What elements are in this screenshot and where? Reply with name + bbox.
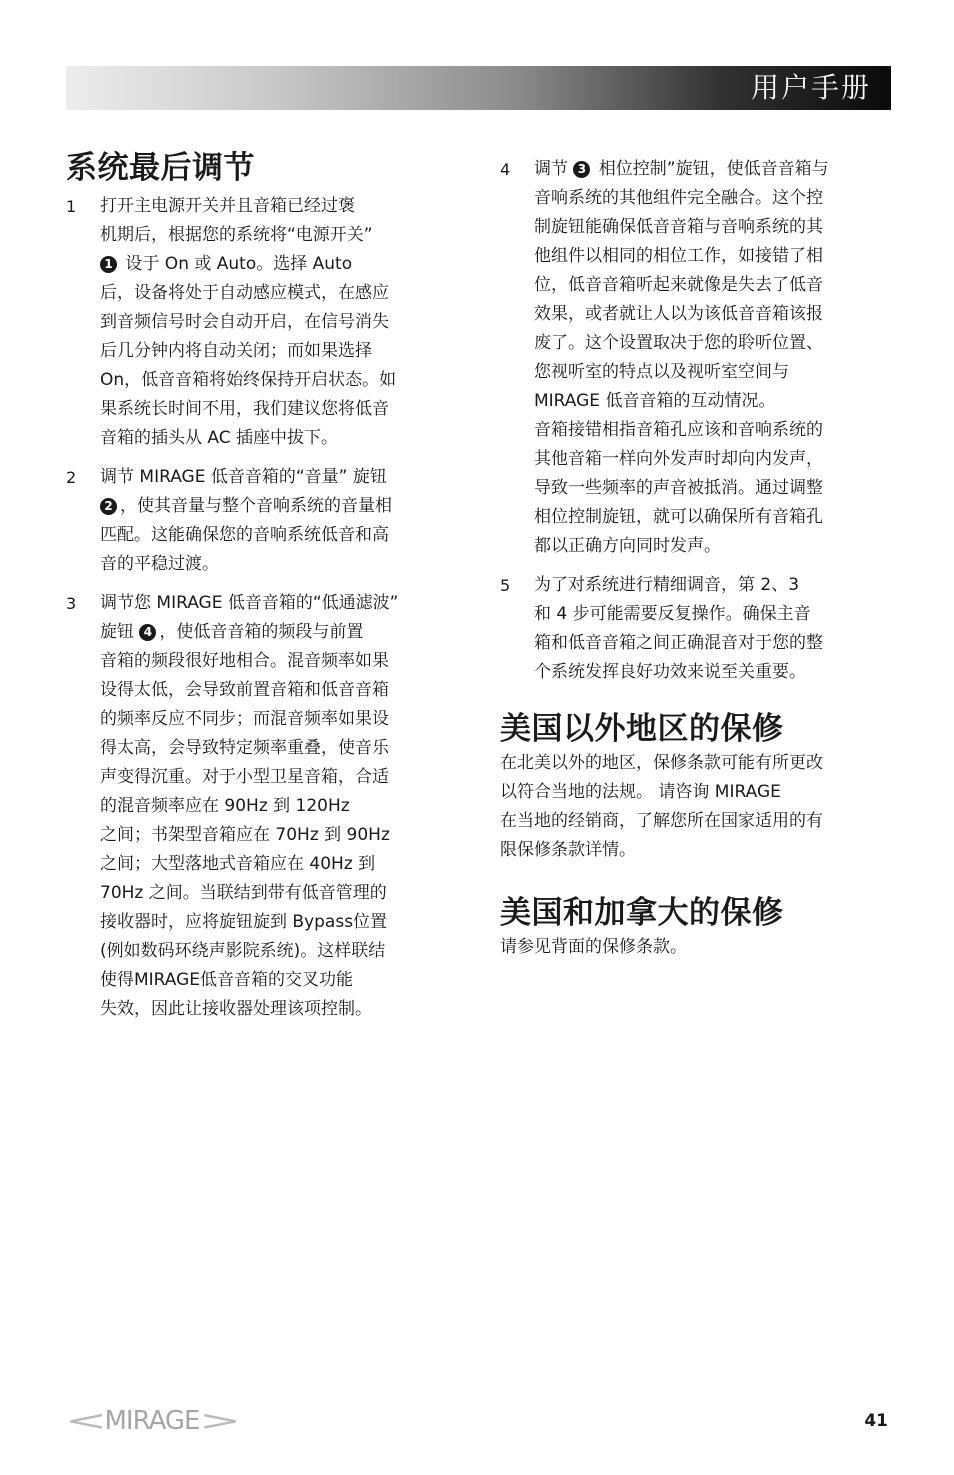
paragraph-line: 在北美以外的地区，保修条款可能有所更改 [500,753,823,773]
step-line: 其他音箱一样向外发声时却向内发声， [534,449,823,469]
paragraph-line: 请参见背面的保修条款。 [500,937,687,957]
step-4-line-1-prefix: 调节 [534,159,574,179]
step-line: 废了。这个设置取决于您的聆听位置、 [534,333,823,353]
section-heading-warranty-us-canada: 美国和加拿大的保修 [500,895,784,931]
step-line: 失效，因此让接收器处理该项控制。 [100,999,372,1019]
step-line: 导致一些频率的声音被抵消。通过调整 [534,478,823,498]
step-line: 他组件以相同的相位工作，如接错了相 [534,246,823,266]
step-number: 5 [500,576,511,595]
step-line: 2 ，使其音量与整个音响系统的音量相 [100,492,466,521]
step-3 [66,589,466,1024]
step-line: 调节您 MIRAGE 低音音箱的“低通滤波” [100,593,399,613]
step-3-line-2-prefix: 旋钮 [100,622,140,642]
paragraph-line: 限保修条款详情。 [500,840,636,860]
step-line: 声变得沉重。对于小型卫星音箱，合适 [100,767,389,787]
step-line: 的频率反应不同步；而混音频率如果设 [100,709,389,729]
step-4 [500,155,895,561]
step-line: 位，低音音箱听起来就像是失去了低音 [534,275,823,295]
step-line: 音箱的频段很好地相合。混音频率如果 [100,651,389,671]
logo-left-chevron-icon: < [65,1404,106,1437]
step-line: 个系统发挥良好功效来说至关重要。 [534,662,806,682]
step-2 [66,463,466,579]
right-column [500,155,895,962]
warranty-outside-paragraph [500,749,895,865]
step-line: 1 设于 On 或 Auto。选择 Auto [100,250,466,279]
step-line: 接收器时，应将旋钮旋到 Bypass位置 [100,912,388,932]
mirage-logo [66,1404,238,1437]
step-line: 之间；书架型音箱应在 70Hz 到 90Hz [100,825,390,845]
paragraph-line: 在当地的经销商，了解您所在国家适用的有 [500,811,823,831]
step-3-line-2-suffix: ，使低音音箱的频段与前置 [159,622,364,642]
header-title: 用户手册 [750,71,871,104]
step-line: (例如数码环绕声影院系统)。这样联结 [100,941,386,961]
header-bar [66,66,891,110]
callout-3-icon: 3 [573,161,590,178]
warranty-us-canada-paragraph [500,933,895,962]
step-line: 音箱的插头从 AC 插座中拔下。 [100,428,339,448]
step-line: 机期后，根据您的系统将“电源开关” [100,225,373,245]
logo-text: MIRAGE [104,1405,200,1436]
step-line: 效果，或者就让人以为该低音音箱该报 [534,304,823,324]
page-number: 41 [864,1411,888,1431]
step-line: 音箱接错相指音箱孔应该和音响系统的 [534,420,823,440]
step-line: 都以正确方向同时发声。 [534,536,721,556]
step-4-line-1-suffix: 相位控制”旋钮，使低音音箱与 [593,159,829,179]
step-line: 箱和低音音箱之间正确混音对于您的整 [534,633,823,653]
step-line: 设得太低，会导致前置音箱和低音音箱 [100,680,389,700]
callout-1-icon: 1 [100,256,117,273]
step-line: 之间；大型落地式音箱应在 40Hz 到 [100,854,376,874]
section-heading-warranty-outside-us: 美国以外地区的保修 [500,711,784,747]
step-line: 使得MIRAGE低音音箱的交叉功能 [100,970,354,990]
step-line: 匹配。这能确保您的音响系统低音和高 [100,525,389,545]
step-line: 后，设备将处于自动感应模式，在感应 [100,283,389,303]
step-line [534,155,895,184]
section-heading-final-adjustment: 系统最后调节 [66,150,255,186]
step-number: 4 [500,160,511,179]
paragraph-line: 以符合当地的法规。 请咨询 MIRAGE [500,782,781,802]
callout-4-icon: 4 [139,624,156,641]
step-1 [66,192,466,453]
step-line: 打开主电源开关并且音箱已经过褒 [100,196,355,216]
step-line: 音的平稳过渡。 [100,554,219,574]
step-number: 2 [66,468,77,487]
logo-right-chevron-icon: > [198,1404,239,1437]
step-line: 调节 MIRAGE 低音音箱的“音量” 旋钮 [100,467,387,487]
step-number: 3 [66,594,77,613]
step-line: 和 4 步可能需要反复操作。确保主音 [534,604,811,624]
step-line: 您视听室的特点以及视听室空间与 [534,362,789,382]
step-line: 为了对系统进行精细调音，第 2、3 [534,575,800,595]
step-line: 到音频信号时会自动开启，在信号消失 [100,312,389,332]
step-line: 后几分钟内将自动关闭；而如果选择 [100,341,372,361]
step-line: MIRAGE 低音音箱的互动情况。 [534,391,776,411]
left-column [66,148,466,1034]
step-5 [500,571,895,687]
step-number: 1 [66,197,77,216]
step-line: 的混音频率应在 90Hz 到 120Hz [100,796,350,816]
step-line: 得太高，会导致特定频率重叠，使音乐 [100,738,389,758]
step-line: 果系统长时间不用，我们建议您将低音 [100,399,389,419]
step-line: On，低音音箱将始终保持开启状态。如 [100,370,397,390]
step-line [100,618,466,647]
step-line: 音响系统的其他组件完全融合。这个控 [534,188,823,208]
step-line: 制旋钮能确保低音音箱与音响系统的其 [534,217,823,237]
callout-2-icon: 2 [100,498,117,515]
step-line: 相位控制旋钮，就可以确保所有音箱孔 [534,507,823,527]
step-line: 70Hz 之间。当联结到带有低音管理的 [100,883,387,903]
